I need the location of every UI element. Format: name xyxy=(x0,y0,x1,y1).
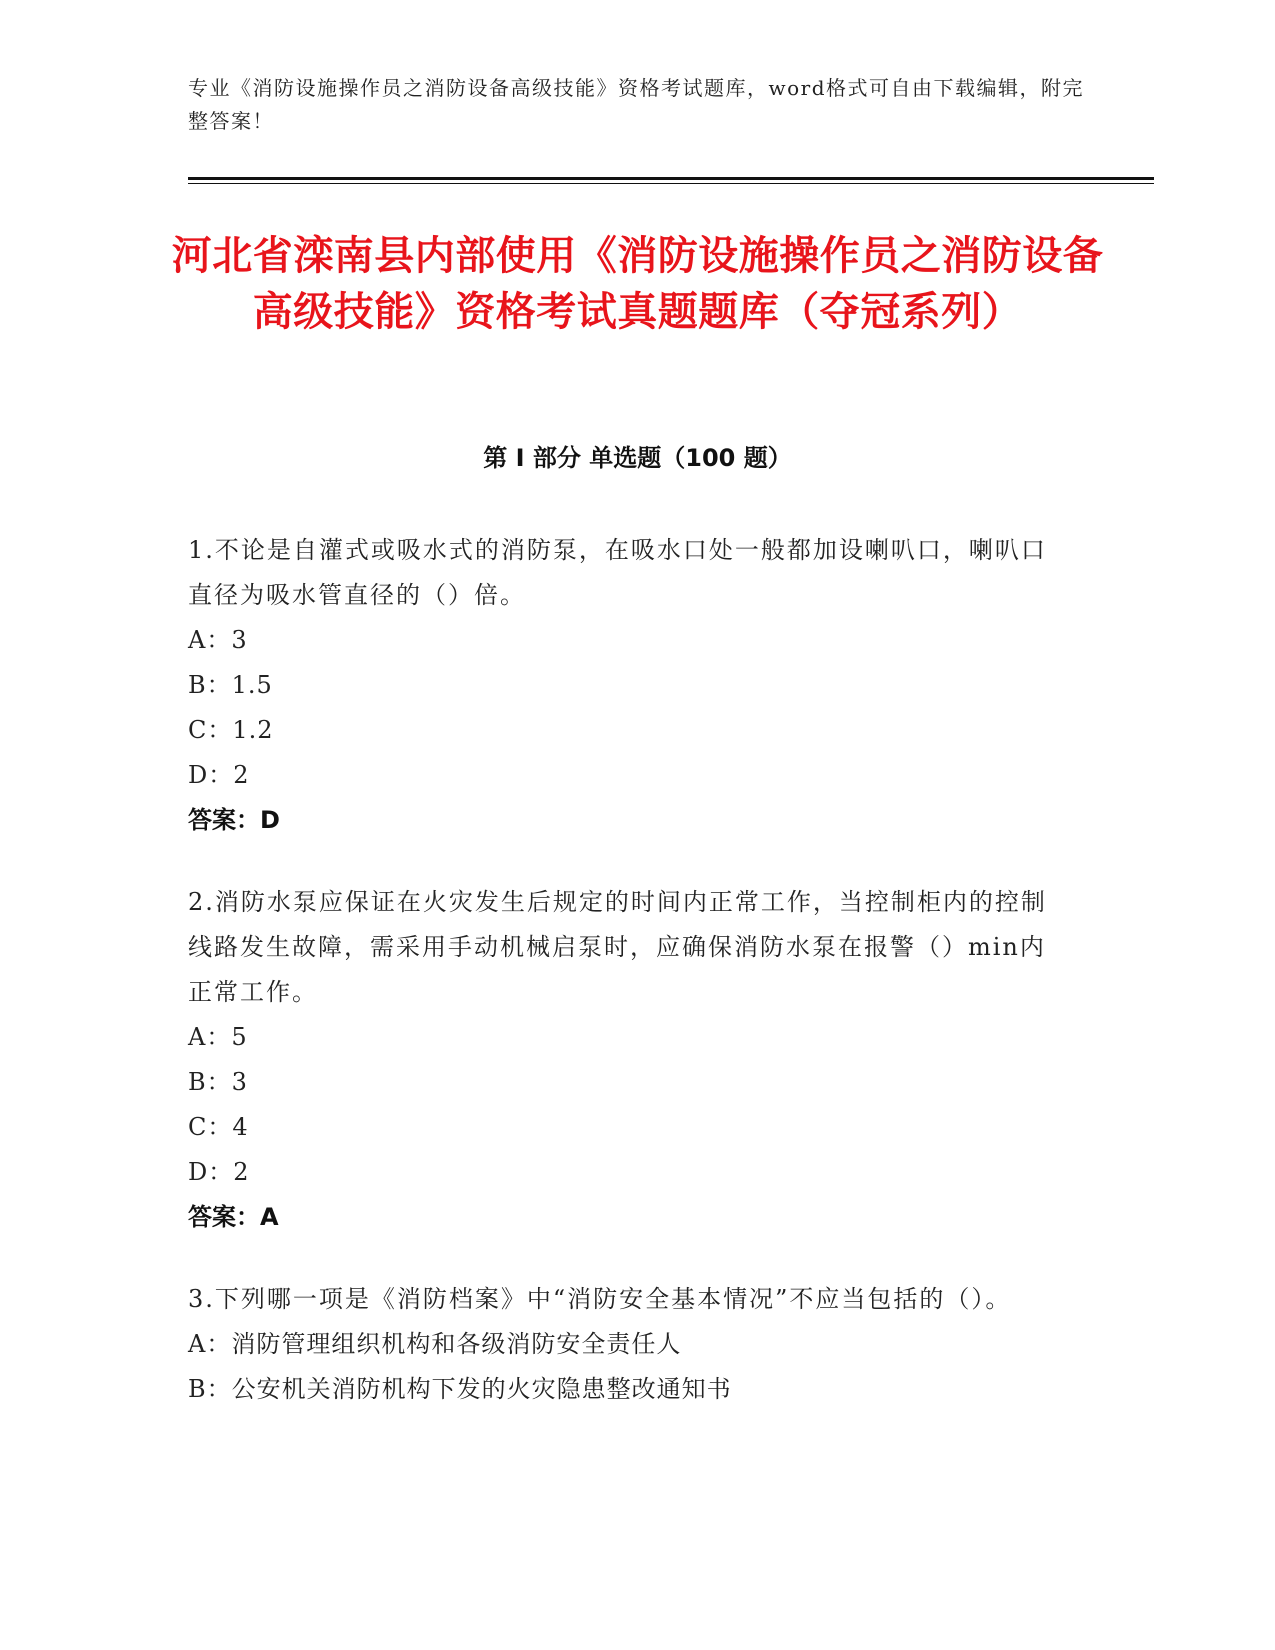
option-b: B：公安机关消防机构下发的火灾隐患整改通知书 xyxy=(188,1375,732,1403)
answer-value: D xyxy=(260,806,280,834)
header-rule-thin xyxy=(188,183,1154,184)
option-d: D：2 xyxy=(188,761,250,789)
answer-line xyxy=(188,798,1068,843)
answer-line xyxy=(188,1195,1068,1240)
header-rule-thick xyxy=(188,177,1154,180)
question-1 xyxy=(188,528,1068,843)
answer-value: A xyxy=(260,1203,279,1231)
option-c: C：4 xyxy=(188,1113,249,1141)
option-b: B：3 xyxy=(188,1068,248,1096)
question-text: 3.下列哪一项是《消防档案》中“消防安全基本情况”不应当包括的（）。 xyxy=(188,1285,1012,1313)
answer-label: 答案： xyxy=(188,1203,260,1231)
document-title: 河北省滦南县内部使用《消防设施操作员之消防设备高级技能》资格考试真题题库（夺冠系列） xyxy=(171,233,1104,335)
question-3 xyxy=(188,1277,1068,1412)
answer-label: 答案： xyxy=(188,806,260,834)
option-c: C：1.2 xyxy=(188,716,274,744)
question-text: 2.消防水泵应保证在火灾发生后规定的时间内正常工作，当控制柜内的控制线路发生故障，需采用手动机械启泵时，应确保消防水泵在报警（）min内正常工作。 xyxy=(188,888,1047,1006)
option-d: D：2 xyxy=(188,1158,250,1186)
question-text: 1.不论是自灌式或吸水式的消防泵，在吸水口处一般都加设喇叭口，喇叭口直径为吸水管直径的（）倍。 xyxy=(188,536,1047,609)
option-b: B：1.5 xyxy=(188,671,273,699)
question-list xyxy=(188,528,1068,1449)
question-2 xyxy=(188,880,1068,1240)
option-a: A：5 xyxy=(188,1023,248,1051)
option-a: A：消防管理组织机构和各级消防安全责任人 xyxy=(188,1330,682,1358)
option-a: A：3 xyxy=(188,626,248,654)
header-note: 专业《消防设施操作员之消防设备高级技能》资格考试题库，word格式可自由下载编辑，附完整答案！ xyxy=(188,76,1085,133)
section-heading: 第 I 部分 单选题（100 题） xyxy=(483,444,792,472)
